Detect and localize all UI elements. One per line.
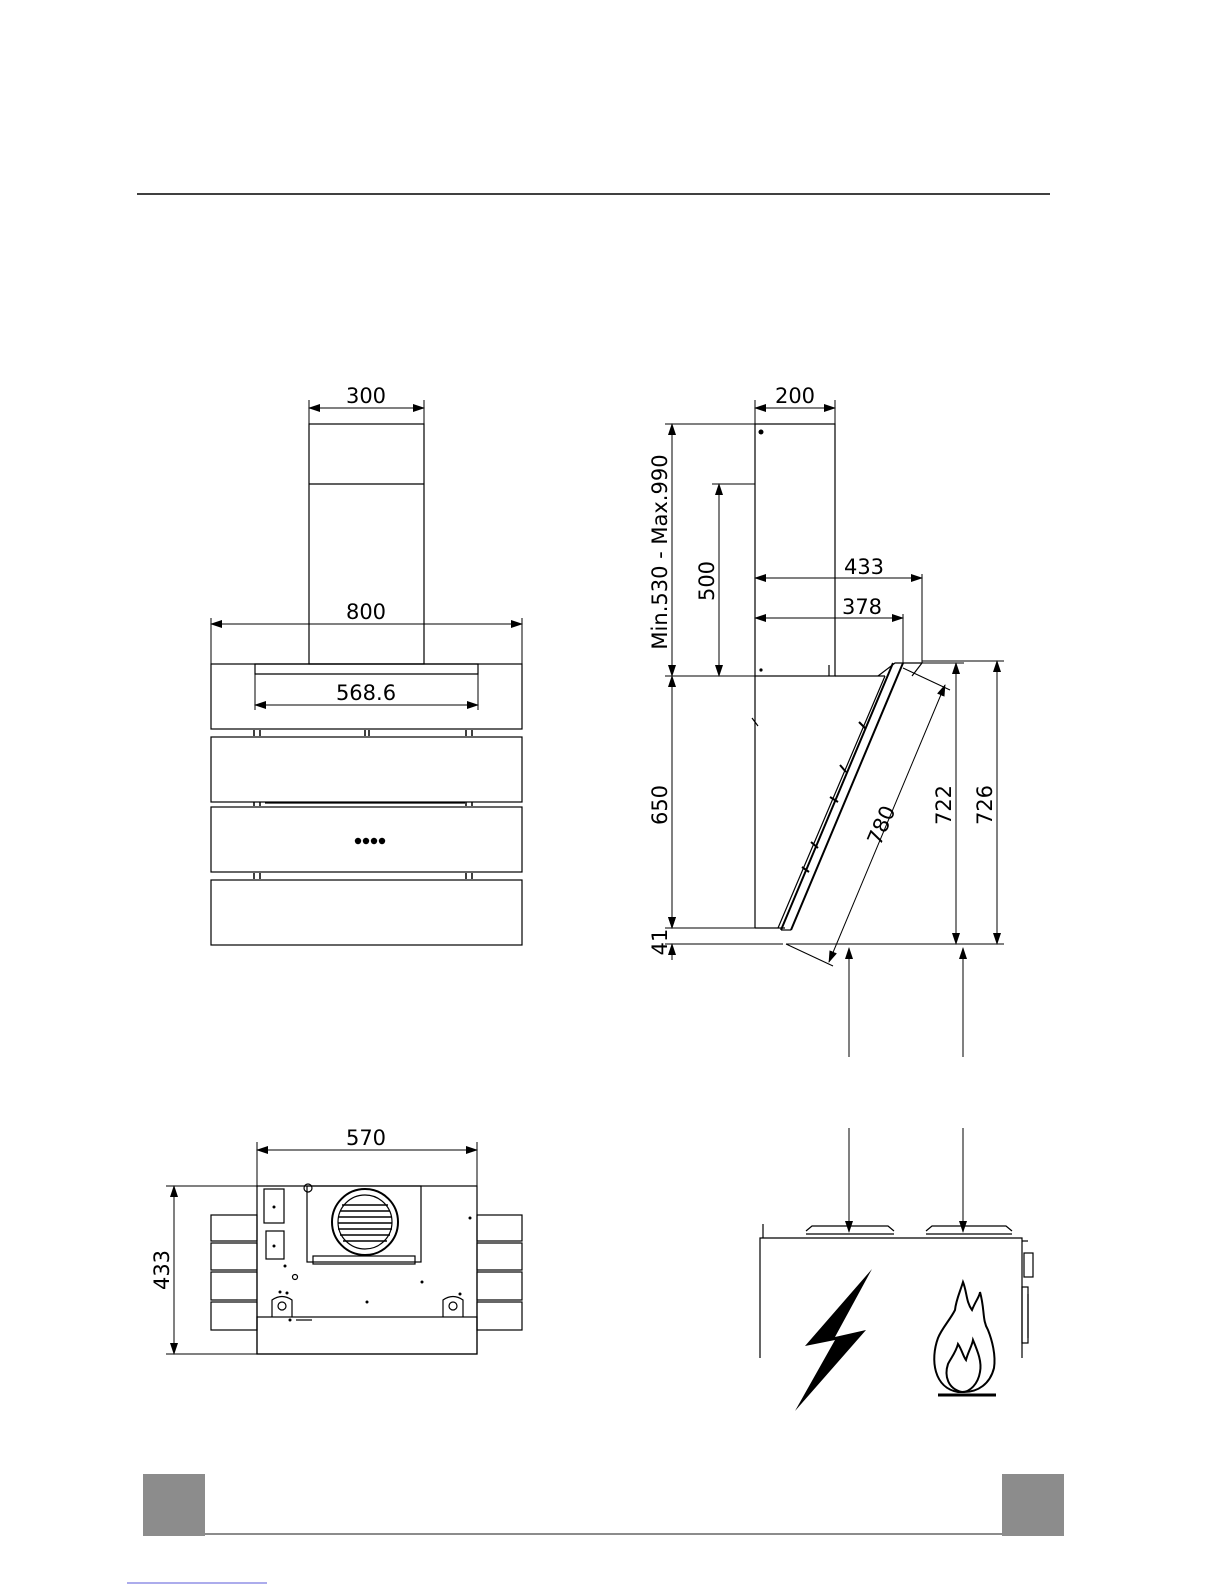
dim-bottom-depth: 433 [150, 1249, 174, 1291]
dim-bottom-offset: 41 [648, 928, 672, 956]
dim-body-height: 650 [648, 784, 672, 826]
cooktop-view [760, 1128, 1033, 1411]
dim-projection-outer: 433 [843, 555, 885, 579]
dim-projection-inner: 378 [841, 595, 883, 619]
flame-icon [934, 1282, 996, 1395]
front-view [211, 384, 522, 945]
side-view [648, 384, 1004, 1057]
dim-hood-width: 800 [345, 600, 387, 624]
dim-inner-width: 568.6 [335, 681, 397, 705]
dim-chimney-width: 300 [345, 384, 387, 408]
dim-chimney-section: 500 [695, 560, 719, 602]
dim-height-726: 726 [973, 784, 997, 826]
dim-panel-length: 780 [862, 802, 901, 849]
dim-depth: 200 [774, 384, 816, 408]
dim-height-722: 722 [932, 784, 956, 826]
lightning-icon [795, 1269, 872, 1411]
dim-bottom-width: 570 [345, 1126, 387, 1150]
footer-bar [143, 1474, 1064, 1536]
dim-chimney-range: Min.530 - Max.990 [648, 454, 672, 650]
bottom-view [150, 1126, 522, 1354]
